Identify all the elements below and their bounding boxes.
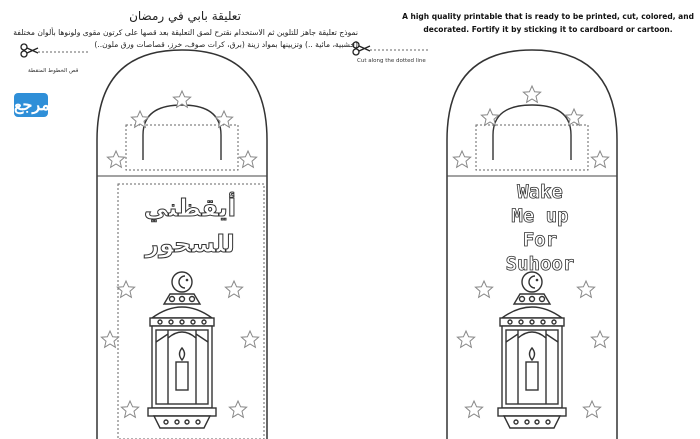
right-hanger-text (470, 180, 610, 276)
left-hanger-text (120, 190, 260, 262)
right-hanger-line-2: Me up (511, 205, 569, 227)
logo-text: مرجع (14, 95, 50, 114)
arabic-instructions: نموذج تعليقة جاهز للتلوين ثم الاستخدام نقترح لصق التعليقة بعد قصها على كرتون مقوى ولونوها بألوان مختلفة (خشبية، مائية ..) وتزيينها بمواد زينة (برق، كرات صوف، خرز، قصاصات ورق ملون..) (13, 28, 358, 49)
right-hanger-line-1: Wake (517, 181, 563, 203)
left-hanger-line-1: أيقظني (144, 194, 236, 222)
scissors-icon-left (21, 44, 38, 57)
english-instructions: A high quality printable that is ready to be printed, cut, colored, and decorated. Fortify it by sticking it to cardboard or cartoon. (402, 12, 694, 34)
right-hanger-line-3: For (522, 229, 558, 251)
right-hanger-line-4: Suhoor (505, 253, 575, 275)
scissors-icon-right (353, 42, 370, 55)
left-hanger-line-2: للسحور (145, 230, 235, 258)
cut-note-arabic: قص الخطوط المنقطة (28, 68, 79, 74)
arabic-title: تعليقة بابي في رمضان (129, 9, 241, 23)
marjaa-logo (14, 93, 48, 117)
cut-note-english: Cut along the dotted line (357, 58, 426, 64)
